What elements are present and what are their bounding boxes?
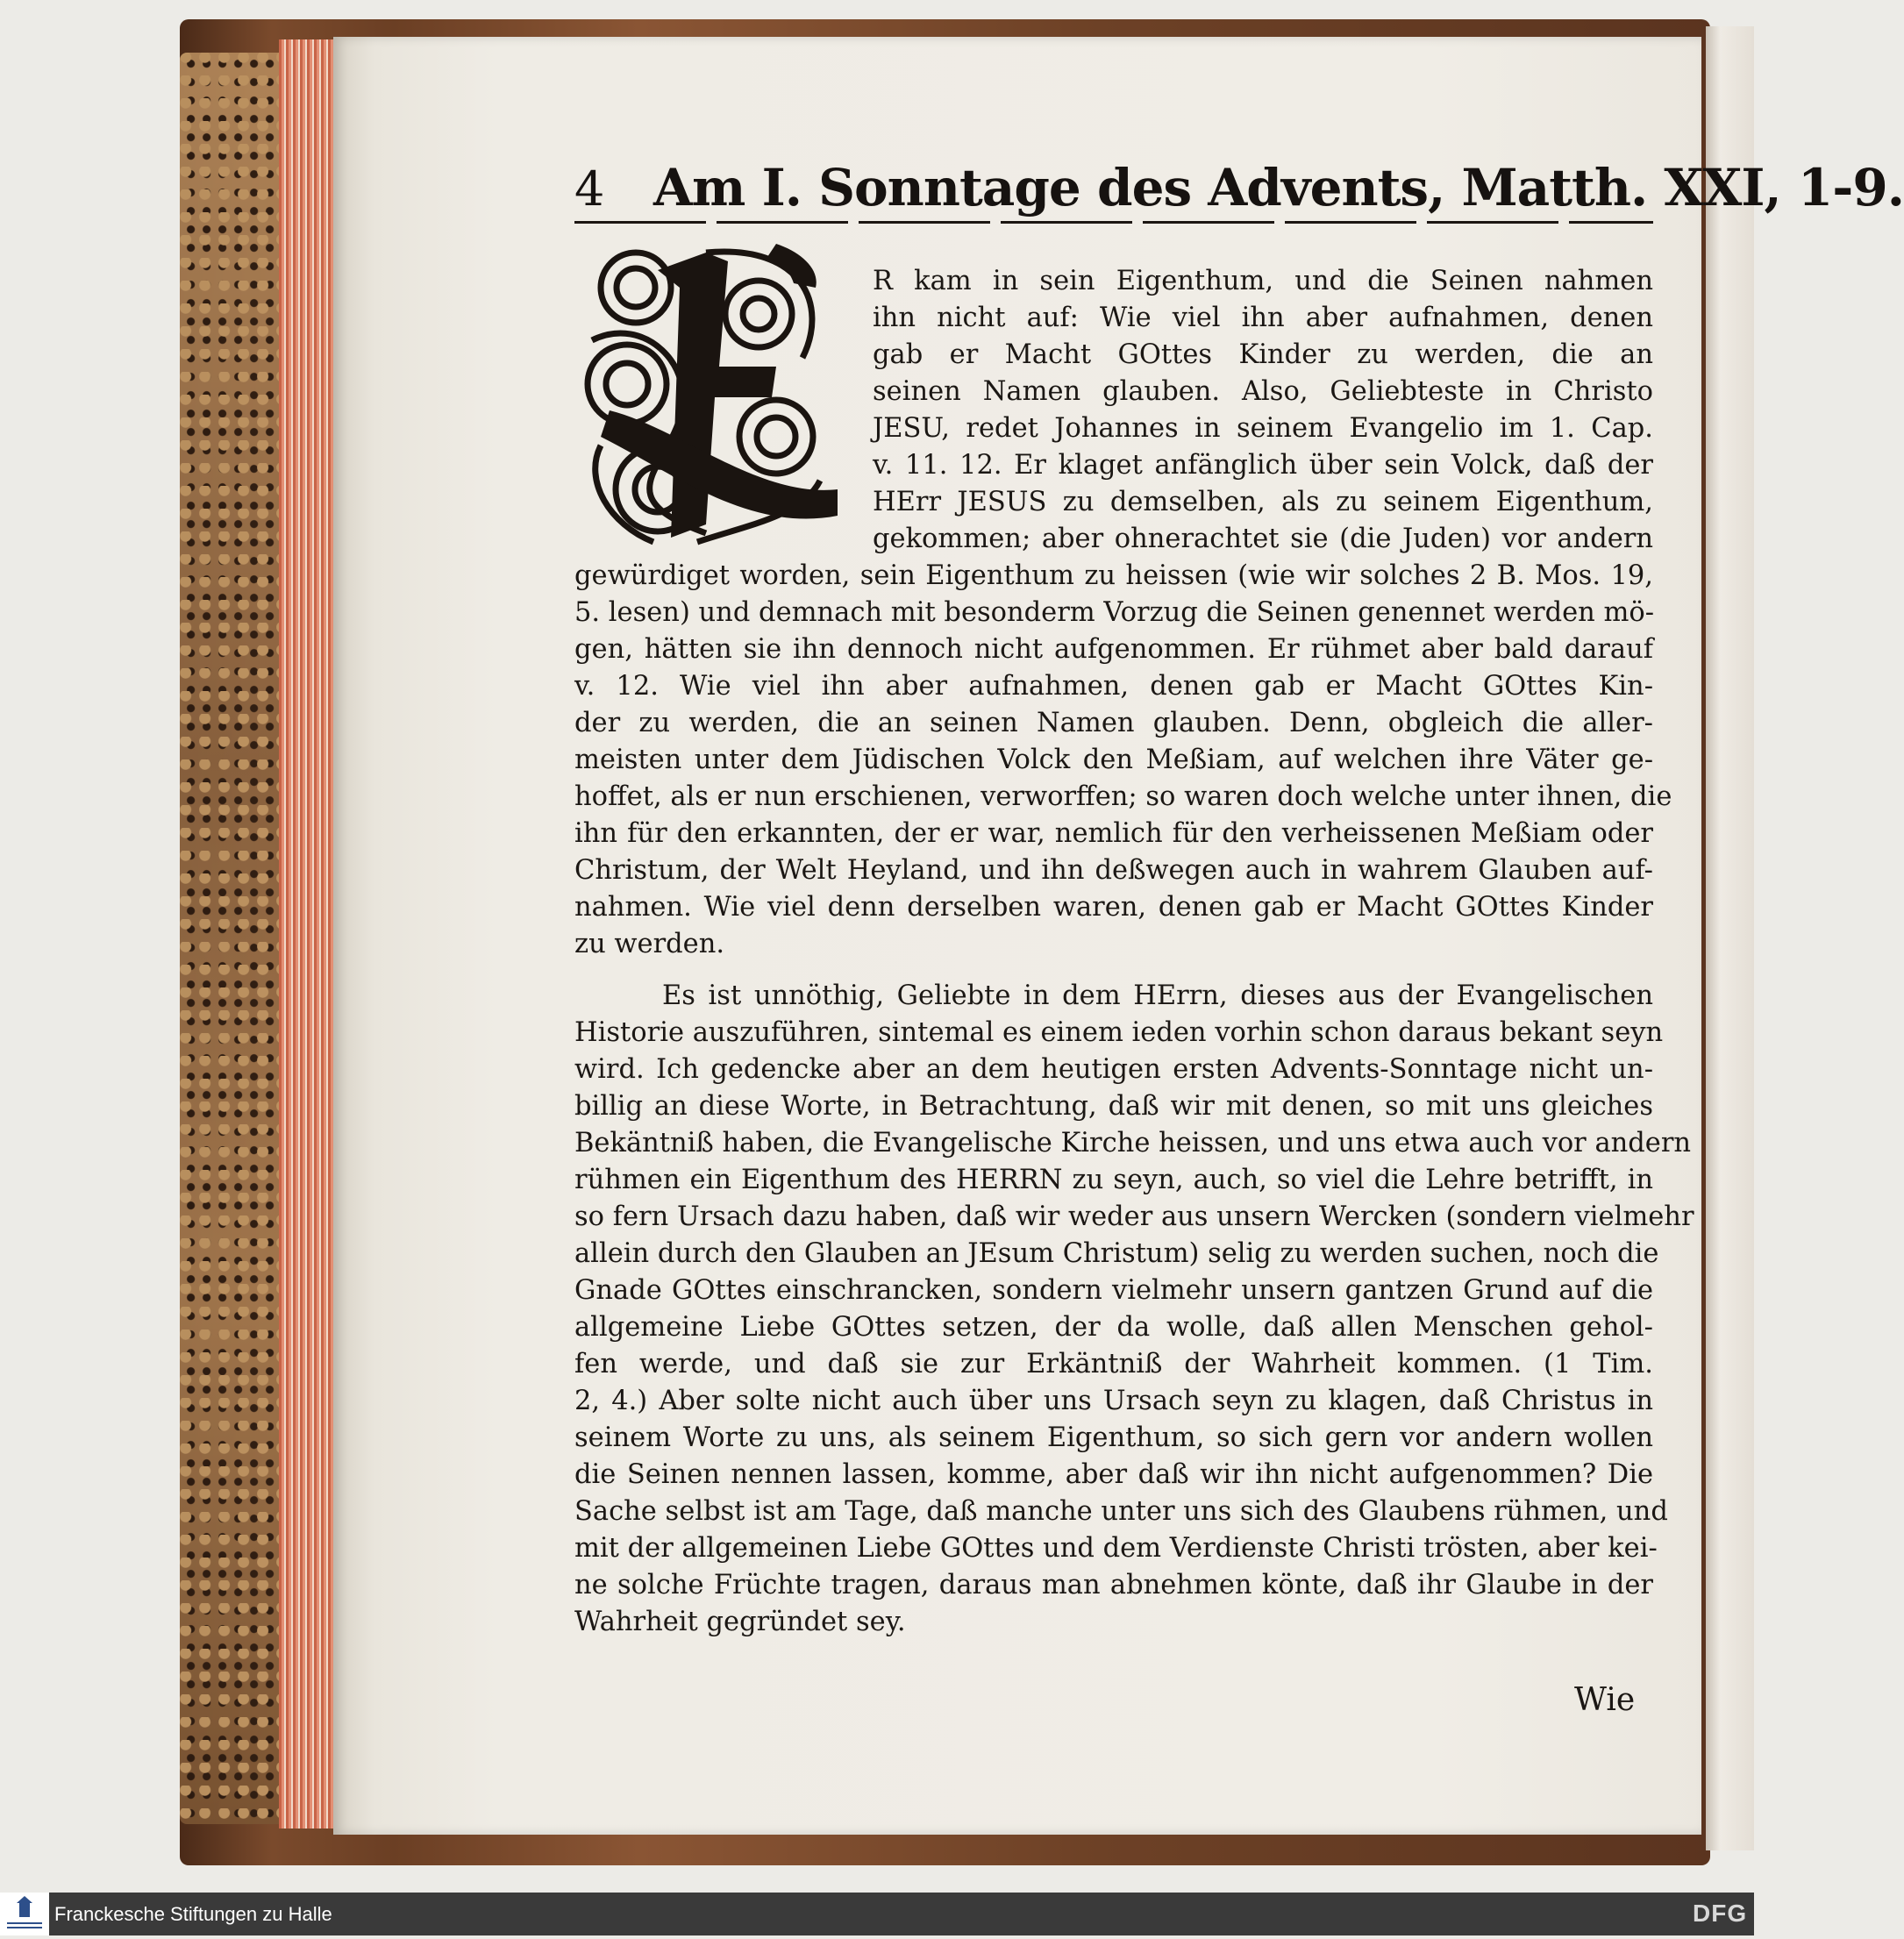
text-line: billig an diese Worte, in Betrachtung, daß wir mit denen, so mit uns gleiches (574, 1091, 1653, 1122)
text-line: R kam in sein Eigenthum, und die Seinen nahmen (873, 266, 1653, 296)
text-line: gewürdiget worden, sein Eigenthum zu heissen (wie wir solches 2 B. Mos. 19, (574, 560, 1653, 591)
text-line: Es ist unnöthig, Geliebte in dem HErrn, dieses aus der Evangelischen (662, 980, 1653, 1011)
text-line: Bekäntniß haben, die Evangelische Kirche heissen, und uns etwa auch vor andern (574, 1128, 1692, 1158)
marbled-binding (180, 53, 285, 1824)
text-line: wird. Ich gedencke aber an dem heutigen ersten Advents-Sonntage nicht un- (574, 1054, 1653, 1085)
text-line: gab er Macht GOttes Kinder zu werden, die an (873, 339, 1653, 370)
dfg-logo: DFG (1693, 1900, 1748, 1927)
text-line: Christum, der Welt Heyland, und ihn deßwegen auch in wahrem Glauben auf- (574, 855, 1653, 886)
text-line: der zu werden, die an seinen Namen glauben. Denn, obgleich die aller- (574, 708, 1653, 738)
text-line: fen werde, und daß sie zur Erkäntniß der Wahrheit kommen. (1 Tim. (574, 1349, 1653, 1379)
text-line: so fern Ursach dazu haben, daß wir weder aus unsern Wercken (sondern vielmehr (574, 1201, 1694, 1232)
text-line: Wahrheit gegründet sey. (574, 1607, 906, 1637)
institution-logo-icon (0, 1893, 49, 1935)
facing-page-edge (1706, 26, 1754, 1850)
text-line: mit der allgemeinen Liebe GOttes und dem Verdienste Christi trösten, aber kei- (574, 1533, 1658, 1564)
text-line: gekommen; aber ohnerachtet sie (die Juden) vor andern (873, 524, 1653, 554)
page-block-edge (279, 39, 340, 1829)
catchword: Wie (1574, 1682, 1636, 1718)
text-line: 5. lesen) und demnach mit besonderm Vorzug die Seinen genennet werden mö- (574, 597, 1655, 628)
text-line: die Seinen nennen lassen, komme, aber daß wir ihn nicht aufgenommen? Die (574, 1459, 1653, 1490)
text-line: v. 12. Wie viel ihn aber aufnahmen, denen gab er Macht GOttes Kin- (574, 671, 1653, 702)
text-line: hoffet, als er nun erschienen, verworffen; so waren doch welche unter ihnen, die (574, 781, 1672, 812)
text-line: HErr JESUS zu demselben, als zu seinem Eigenthum, (873, 487, 1653, 517)
paragraph-1 (574, 263, 1672, 965)
header-rule (574, 221, 1653, 224)
text-line: Gnade GOttes einschrancken, sondern vielmehr unsern gantzen Grund auf die (574, 1275, 1653, 1306)
text-line: nahmen. Wie viel denn derselben waren, denen gab er Macht GOttes Kinder (574, 892, 1653, 923)
text-line: meisten unter dem Jüdischen Volck den Meßiam, auf welchen ihre Väter ge- (574, 745, 1653, 775)
text-line: allgemeine Liebe GOttes setzen, der da wolle, daß allen Menschen gehol- (574, 1312, 1653, 1343)
text-line: allein durch den Glauben an JEsum Christum) selig zu werden suchen, noch die (574, 1238, 1659, 1269)
text-line: v. 11. 12. Er klaget anfänglich über sein Volck, daß der (873, 450, 1653, 481)
text-line: 2, 4.) Aber solte nicht auch über uns Ursach seyn zu klagen, daß Christus in (574, 1386, 1653, 1416)
text-line: ihn nicht auf: Wie viel ihn aber aufnahmen, denen (873, 303, 1653, 333)
text-line: seinen Namen glauben. Also, Geliebteste in Christo (873, 376, 1653, 407)
text-line: Sache selbst ist am Tage, daß manche unter uns sich des Glaubens rühmen, und (574, 1496, 1668, 1527)
text-line: JESU, redet Johannes in seinem Evangelio im 1. Cap. (873, 413, 1653, 444)
text-line: ne solche Früchte tragen, daraus man abnehmen könte, daß ihr Glaube in der (574, 1570, 1653, 1600)
paragraph-2 (574, 978, 1694, 1653)
text-line: gen, hätten sie ihn dennoch nicht aufgenommen. Er rühmet aber bald darauf (574, 634, 1653, 665)
institution-name: Franckesche Stiftungen zu Halle (54, 1903, 332, 1925)
text-line: Historie auszuführen, sintemal es einem ieden vorhin schon daraus bekant seyn (574, 1017, 1664, 1048)
text-line: seinem Worte zu uns, als seinem Eigenthum, so sich gern vor andern wollen (574, 1422, 1653, 1453)
running-head (574, 158, 1904, 228)
page-number: 4 (574, 161, 605, 217)
text-line: zu werden. (574, 929, 725, 959)
text-line: rühmen ein Eigenthum des HERRN zu seyn, auch, so viel die Lehre betrifft, in (574, 1165, 1653, 1195)
page-title: Am I. Sonntage des Advents, Matth. XXI, 1-9. (653, 158, 1904, 217)
text-line: ihn für den erkannten, der er war, nemlich für den verheissenen Meßiam oder (574, 818, 1653, 849)
